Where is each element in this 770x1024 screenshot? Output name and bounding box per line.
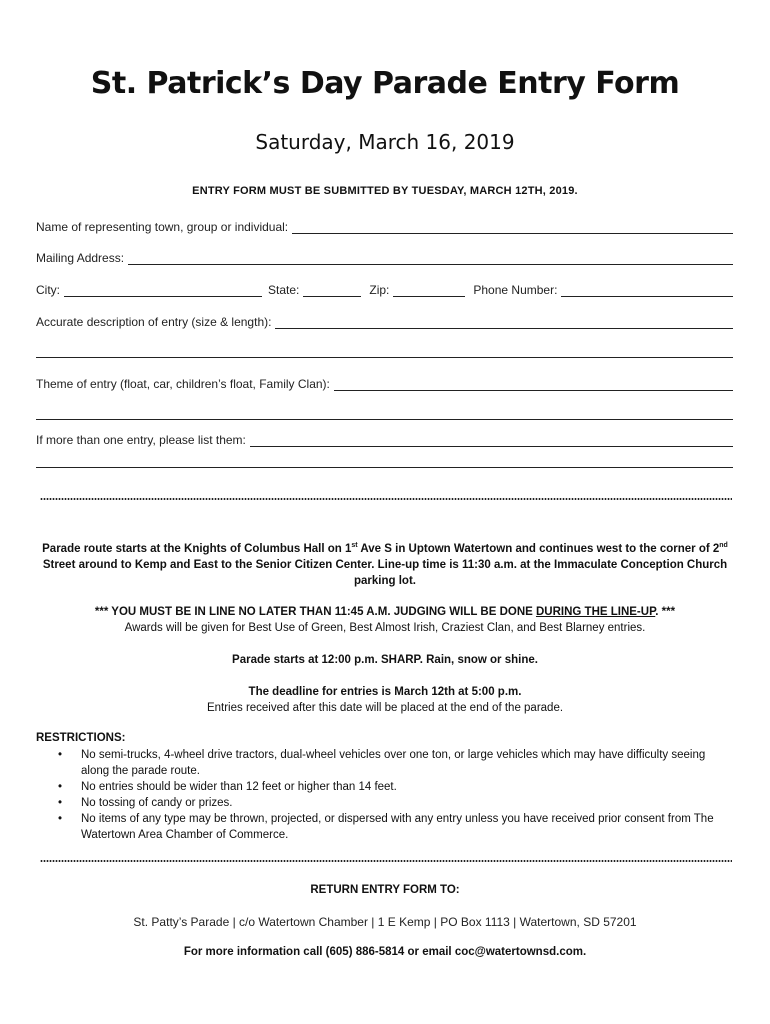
phone-label: Phone Number: (473, 283, 558, 297)
mailing-address-label: Mailing Address: (36, 251, 125, 265)
theme-row (36, 375, 733, 391)
theme-label: Theme of entry (float, car, children’s float, Family Clan): (36, 377, 330, 391)
submission-deadline-notice: ENTRY FORM MUST BE SUBMITTED BY TUESDAY, MARCH 12TH, 2019. (192, 185, 578, 197)
route-sup-1: st (351, 542, 358, 550)
lineup-text-1: *** YOU MUST BE IN LINE NO LATER THAN 11:45 A.M. JUDGING WILL BE DONE (94, 606, 536, 618)
zip-line[interactable] (393, 285, 465, 297)
parade-start-text: Parade starts at 12:00 p.m. SHARP. Rain, snow or shine. (232, 654, 538, 666)
lineup-info (36, 604, 734, 636)
restriction-item: • No tossing of candy or prizes. (58, 795, 734, 811)
restrictions-list (58, 747, 734, 843)
restriction-item: • No items of any type may be thrown, projected, or dispersed with any entry unless you have received prior consent from The Watertown Area Chamber of Commerce. (58, 811, 734, 843)
route-text-3: Street around to Kemp and East to the Senior Citizen Center. Line-up time is 11:30 a.m. at the Immaculate Conception Church parking lot. (42, 559, 728, 587)
return-heading: RETURN ENTRY FORM TO: (310, 884, 460, 896)
entries-deadline-text: The deadline for entries is March 12th at 5:00 p.m. (248, 686, 522, 698)
name-field-label: Name of representing town, group or individual: (36, 220, 289, 234)
lineup-text-2: . *** (655, 606, 676, 618)
description-line-2[interactable] (36, 357, 733, 358)
city-label: City: (36, 283, 60, 297)
restriction-item: • No semi-trucks, 4-wheel drive tractors, dual-wheel vehicles over one ton, or large vehicles which may have difficulty seeing along the parade route. (58, 747, 734, 779)
multiple-entries-line[interactable] (250, 435, 733, 447)
name-field-row (36, 218, 733, 234)
entries-deadline-info (36, 684, 734, 716)
late-entries-text: Entries received after this date will be placed at the end of the parade. (206, 702, 564, 714)
form-title: St. Patrick’s Day Parade Entry Form (90, 66, 680, 101)
awards-text: Awards will be given for Best Use of Green, Best Almost Irish, Craziest Clan, and Best Blarney entries. (124, 622, 646, 634)
description-row (36, 313, 733, 329)
city-line[interactable] (64, 285, 262, 297)
state-line[interactable] (303, 285, 361, 297)
multiple-entries-label: If more than one entry, please list them: (36, 433, 246, 447)
return-address: St. Patty’s Parade | c/o Watertown Chamber | 1 E Kemp | PO Box 1113 | Watertown, SD 57201 (133, 915, 637, 929)
route-text-1: Parade route starts at the Knights of Columbus Hall on 1 (42, 543, 352, 555)
name-field-line[interactable] (292, 222, 733, 234)
restrictions-heading: RESTRICTIONS: (36, 732, 126, 744)
dotted-divider-top (40, 497, 732, 501)
lineup-underlined: DURING THE LINE-UP (535, 606, 656, 618)
multiple-entries-row (36, 431, 733, 447)
description-label: Accurate description of entry (size & length): (36, 315, 272, 329)
theme-line[interactable] (334, 379, 733, 391)
parade-route-info (36, 541, 734, 589)
route-sup-2: nd (719, 542, 728, 550)
parade-date: Saturday, March 16, 2019 (255, 130, 515, 154)
contact-info: For more information call (605) 886-5814 or email coc@watertownsd.com. (183, 946, 587, 958)
theme-line-2[interactable] (36, 419, 733, 420)
phone-line[interactable] (561, 285, 733, 297)
mailing-address-line[interactable] (128, 253, 733, 265)
zip-label: Zip: (369, 283, 390, 297)
description-line[interactable] (275, 317, 733, 329)
state-label: State: (268, 283, 300, 297)
city-state-zip-phone-row (36, 281, 733, 297)
route-text-2: Ave S in Uptown Watertown and continues west to the corner of 2 (357, 543, 720, 555)
restriction-item: • No entries should be wider than 12 feet or higher than 14 feet. (58, 779, 734, 795)
multiple-entries-line-2[interactable] (36, 467, 733, 468)
mailing-address-row (36, 249, 733, 265)
dotted-divider-bottom (40, 859, 732, 863)
